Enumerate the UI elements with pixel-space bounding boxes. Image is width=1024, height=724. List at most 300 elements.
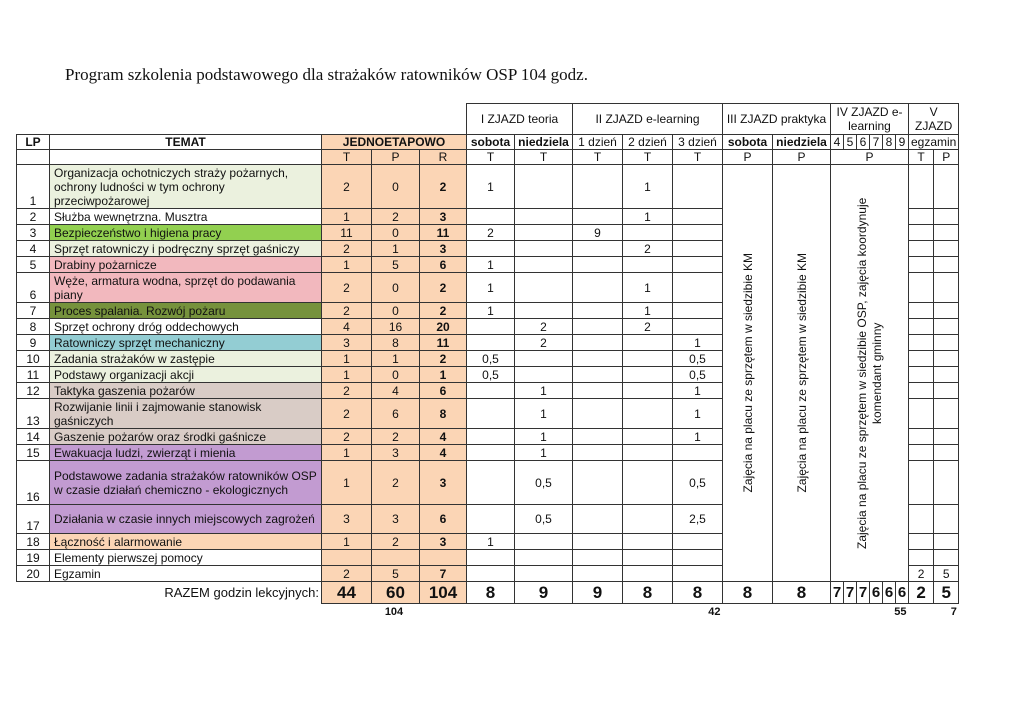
- row-zjazd2-dzien2: [623, 351, 673, 367]
- row-egzamin-t: [909, 550, 934, 566]
- row-p: 16: [372, 319, 420, 335]
- row-t: 3: [322, 335, 372, 351]
- row-r: 2: [420, 165, 467, 209]
- row-p: 1: [372, 241, 420, 257]
- lp-header: LP: [17, 135, 50, 150]
- row-zjazd2-dzien2: [623, 257, 673, 273]
- row-zjazd1-niedziela: [515, 225, 573, 241]
- row-zjazd2-dzien3: 0,5: [673, 351, 723, 367]
- z4-type: P: [831, 150, 909, 165]
- row-zjazd2-dzien1: [573, 335, 623, 351]
- row-zjazd1-niedziela: [515, 257, 573, 273]
- row-zjazd2-dzien3: 0,5: [673, 367, 723, 383]
- row-egzamin-t: [909, 429, 934, 445]
- row-zjazd1-sobota: 1: [467, 165, 515, 209]
- row-egzamin-p: [934, 550, 959, 566]
- row-t: 2: [322, 303, 372, 319]
- row-lp: 13: [17, 399, 50, 429]
- row-topic: Działania w czasie innych miejscowych zagrożeń: [50, 505, 322, 534]
- totals-label: RAZEM godzin lekcyjnych:: [164, 585, 319, 601]
- row-zjazd1-sobota: 2: [467, 225, 515, 241]
- total-egz_t: 2: [909, 582, 934, 604]
- row-r: 11: [420, 335, 467, 351]
- row-zjazd1-sobota: [467, 209, 515, 225]
- row-zjazd2-dzien3: [673, 257, 723, 273]
- row-p: 6: [372, 399, 420, 429]
- row-r: 2: [420, 273, 467, 303]
- zjazd3-sobota-text: Zajęcia na placu ze sprzętem w siedzibie KM: [740, 253, 755, 493]
- zjazd3-niedziela-text: Zajęcia na placu ze sprzętem w siedzibie KM: [794, 253, 809, 493]
- row-p: [372, 550, 420, 566]
- row-lp: 19: [17, 550, 50, 566]
- row-zjazd2-dzien1: [573, 505, 623, 534]
- row-t: 11: [322, 225, 372, 241]
- row-t: 2: [322, 566, 372, 582]
- row-egzamin-t: [909, 335, 934, 351]
- row-topic: Egzamin: [50, 566, 322, 582]
- row-zjazd2-dzien3: [673, 566, 723, 582]
- z4-d9-header: 9: [896, 135, 909, 150]
- row-t: 2: [322, 429, 372, 445]
- row-zjazd2-dzien1: [573, 209, 623, 225]
- row-egzamin-p: [934, 534, 959, 550]
- row-egzamin-t: 2: [909, 566, 934, 582]
- row-zjazd2-dzien1: [573, 241, 623, 257]
- row-egzamin-p: 5: [934, 566, 959, 582]
- row-zjazd2-dzien3: [673, 225, 723, 241]
- row-egzamin-t: [909, 445, 934, 461]
- row-egzamin-p: [934, 165, 959, 209]
- row-zjazd1-niedziela: 2: [515, 319, 573, 335]
- row-zjazd1-sobota: 1: [467, 257, 515, 273]
- row-zjazd2-dzien3: [673, 273, 723, 303]
- row-r: 3: [420, 461, 467, 505]
- row-egzamin-t: [909, 534, 934, 550]
- zjazd-4-header: IV ZJAZD e-learning: [831, 104, 909, 135]
- zjazd3-sobota-note: [723, 165, 773, 582]
- row-egzamin-p: [934, 209, 959, 225]
- z4-d7-header: 7: [870, 135, 883, 150]
- zjazd4-text: Zajęcia na placu ze sprzętem w siedzibie OSP, zajęcia koordynuje komendant gminny: [854, 197, 884, 549]
- row-zjazd2-dzien1: [573, 534, 623, 550]
- row-t: 3: [322, 505, 372, 534]
- row-p: 4: [372, 383, 420, 399]
- row-lp: 7: [17, 303, 50, 319]
- schedule-table: [16, 103, 959, 620]
- row-zjazd2-dzien2: [623, 367, 673, 383]
- row-zjazd2-dzien1: [573, 461, 623, 505]
- row-topic: Rozwijanie linii i zajmowanie stanowisk gaśniczych: [50, 399, 322, 429]
- row-t: 2: [322, 383, 372, 399]
- row-lp: 1: [17, 165, 50, 209]
- table-row: [17, 165, 959, 209]
- totals-row: [17, 582, 959, 604]
- z3s-type: P: [723, 150, 773, 165]
- row-zjazd1-niedziela: 2: [515, 335, 573, 351]
- row-zjazd1-sobota: 1: [467, 303, 515, 319]
- row-zjazd2-dzien3: [673, 534, 723, 550]
- row-p: 2: [372, 534, 420, 550]
- row-egzamin-p: [934, 273, 959, 303]
- row-zjazd2-dzien2: 1: [623, 209, 673, 225]
- row-zjazd2-dzien2: [623, 335, 673, 351]
- z2-dzien3-header: 3 dzień: [673, 135, 723, 150]
- row-zjazd2-dzien3: [673, 209, 723, 225]
- row-p: 0: [372, 225, 420, 241]
- row-topic: Podstawy organizacji akcji: [50, 367, 322, 383]
- row-zjazd1-sobota: [467, 550, 515, 566]
- z4-d8-header: 8: [883, 135, 896, 150]
- row-egzamin-p: [934, 303, 959, 319]
- row-lp: 6: [17, 273, 50, 303]
- row-zjazd1-sobota: [467, 335, 515, 351]
- z2-dzien2-header: 2 dzień: [623, 135, 673, 150]
- z4-d4-header: 4: [831, 135, 844, 150]
- row-zjazd1-niedziela: 1: [515, 429, 573, 445]
- row-zjazd1-sobota: 1: [467, 273, 515, 303]
- row-zjazd2-dzien2: [623, 445, 673, 461]
- row-zjazd2-dzien1: [573, 399, 623, 429]
- row-lp: 17: [17, 505, 50, 534]
- row-r: 6: [420, 383, 467, 399]
- row-zjazd1-sobota: [467, 445, 515, 461]
- row-r: 3: [420, 209, 467, 225]
- egz-p-type: P: [934, 150, 959, 165]
- row-zjazd2-dzien2: [623, 383, 673, 399]
- row-p: 0: [372, 303, 420, 319]
- row-zjazd1-sobota: [467, 241, 515, 257]
- sums-row: [17, 604, 959, 620]
- row-p: 5: [372, 257, 420, 273]
- row-zjazd1-sobota: 0,5: [467, 351, 515, 367]
- row-zjazd1-niedziela: [515, 550, 573, 566]
- row-zjazd1-niedziela: [515, 241, 573, 257]
- row-t: [322, 550, 372, 566]
- row-zjazd1-niedziela: 1: [515, 445, 573, 461]
- row-zjazd1-niedziela: 0,5: [515, 461, 573, 505]
- row-zjazd2-dzien2: [623, 566, 673, 582]
- row-egzamin-t: [909, 165, 934, 209]
- row-p: 2: [372, 429, 420, 445]
- row-zjazd1-niedziela: 0,5: [515, 505, 573, 534]
- row-t: 2: [322, 273, 372, 303]
- row-zjazd1-niedziela: [515, 209, 573, 225]
- row-zjazd2-dzien1: [573, 566, 623, 582]
- row-egzamin-t: [909, 367, 934, 383]
- row-topic: Proces spalania. Rozwój pożaru: [50, 303, 322, 319]
- row-t: 2: [322, 165, 372, 209]
- row-r: 2: [420, 303, 467, 319]
- row-t: 1: [322, 461, 372, 505]
- row-egzamin-p: [934, 461, 959, 505]
- row-t: 4: [322, 319, 372, 335]
- row-lp: 12: [17, 383, 50, 399]
- row-p: 2: [372, 461, 420, 505]
- sum-spacer: [17, 604, 322, 620]
- row-lp: 9: [17, 335, 50, 351]
- row-lp: 11: [17, 367, 50, 383]
- row-zjazd1-sobota: [467, 429, 515, 445]
- row-lp: 3: [17, 225, 50, 241]
- row-r: 7: [420, 566, 467, 582]
- row-zjazd2-dzien1: [573, 257, 623, 273]
- row-zjazd1-sobota: [467, 505, 515, 534]
- zjazd-2-header: II ZJAZD e-learning: [573, 104, 723, 135]
- row-zjazd2-dzien3: [673, 319, 723, 335]
- row-zjazd2-dzien3: [673, 241, 723, 257]
- row-zjazd2-dzien2: [623, 505, 673, 534]
- row-lp: 2: [17, 209, 50, 225]
- row-zjazd1-niedziela: [515, 534, 573, 550]
- row-r: 3: [420, 241, 467, 257]
- row-topic: Podstawowe zadania strażaków ratowników OSP w czasie działań chemiczno - ekologicznych: [50, 461, 322, 505]
- row-zjazd1-sobota: 0,5: [467, 367, 515, 383]
- row-zjazd1-niedziela: [515, 165, 573, 209]
- row-zjazd2-dzien2: 2: [623, 241, 673, 257]
- row-lp: 5: [17, 257, 50, 273]
- row-zjazd1-sobota: [467, 383, 515, 399]
- row-zjazd2-dzien1: [573, 319, 623, 335]
- total-z3n: 8: [773, 582, 831, 604]
- page-title: Program szkolenia podstawowego dla strażaków ratowników OSP 104 godz.: [65, 65, 588, 84]
- row-topic: Ratowniczy sprzęt mechaniczny: [50, 335, 322, 351]
- sum-jednoetapowo: 104: [384, 605, 404, 618]
- z1n-type: T: [515, 150, 573, 165]
- z2c-type: T: [673, 150, 723, 165]
- row-t: 2: [322, 399, 372, 429]
- total-z2a: 9: [573, 582, 623, 604]
- row-topic: Służba wewnętrzna. Musztra: [50, 209, 322, 225]
- row-egzamin-p: [934, 351, 959, 367]
- row-zjazd1-niedziela: 1: [515, 399, 573, 429]
- row-egzamin-t: [909, 273, 934, 303]
- row-r: 4: [420, 445, 467, 461]
- total-d5: 7: [844, 582, 857, 604]
- row-lp: 8: [17, 319, 50, 335]
- row-zjazd2-dzien1: [573, 429, 623, 445]
- row-lp: 10: [17, 351, 50, 367]
- row-topic: Ewakuacja ludzi, zwierząt i mienia: [50, 445, 322, 461]
- row-zjazd2-dzien3: 1: [673, 429, 723, 445]
- row-zjazd2-dzien1: [573, 445, 623, 461]
- zjazd-3-header: III ZJAZD praktyka: [723, 104, 831, 135]
- total-z1s: 8: [467, 582, 515, 604]
- total-egz_p: 5: [934, 582, 959, 604]
- row-zjazd1-niedziela: [515, 273, 573, 303]
- total-r: 104: [420, 582, 467, 604]
- zjazd3-niedziela-note: [773, 165, 831, 582]
- row-zjazd2-dzien1: [573, 550, 623, 566]
- row-lp: 16: [17, 461, 50, 505]
- egzamin-header: egzamin: [909, 135, 959, 150]
- row-zjazd1-sobota: [467, 399, 515, 429]
- row-zjazd2-dzien3: [673, 303, 723, 319]
- row-topic: Sprzęt ochrony dróg oddechowych: [50, 319, 322, 335]
- row-zjazd2-dzien2: [623, 429, 673, 445]
- total-d7: 6: [870, 582, 883, 604]
- row-r: 6: [420, 257, 467, 273]
- row-topic: Zadania strażaków w zastępie: [50, 351, 322, 367]
- row-lp: 15: [17, 445, 50, 461]
- total-d4: 7: [831, 582, 844, 604]
- row-zjazd2-dzien2: [623, 225, 673, 241]
- row-egzamin-t: [909, 225, 934, 241]
- jednoetapowo-header: JEDNOETAPOWO: [322, 135, 467, 150]
- row-egzamin-t: [909, 351, 934, 367]
- row-zjazd2-dzien2: 1: [623, 273, 673, 303]
- z2b-type: T: [623, 150, 673, 165]
- row-t: 1: [322, 257, 372, 273]
- row-zjazd2-dzien1: [573, 351, 623, 367]
- row-egzamin-p: [934, 399, 959, 429]
- row-r: 20: [420, 319, 467, 335]
- row-zjazd1-niedziela: [515, 303, 573, 319]
- total-d8: 6: [883, 582, 896, 604]
- row-t: 1: [322, 445, 372, 461]
- z2-dzien1-header: 1 dzień: [573, 135, 623, 150]
- zjazd4-note: [831, 165, 909, 582]
- total-z2c: 8: [673, 582, 723, 604]
- row-zjazd1-sobota: 1: [467, 534, 515, 550]
- total-p: 60: [372, 582, 420, 604]
- row-zjazd2-dzien3: [673, 445, 723, 461]
- row-zjazd2-dzien2: [623, 550, 673, 566]
- row-zjazd2-dzien3: [673, 550, 723, 566]
- row-zjazd1-sobota: [467, 461, 515, 505]
- row-topic: Taktyka gaszenia pożarów: [50, 383, 322, 399]
- z1-sobota-header: sobota: [467, 135, 515, 150]
- row-topic: Sprzęt ratowniczy i podręczny sprzęt gaśniczy: [50, 241, 322, 257]
- row-topic: Węże, armatura wodna, sprzęt do podawania piany: [50, 273, 322, 303]
- row-zjazd2-dzien2: 1: [623, 165, 673, 209]
- total-d9: 6: [896, 582, 909, 604]
- row-egzamin-p: [934, 319, 959, 335]
- row-lp: 14: [17, 429, 50, 445]
- row-r: 4: [420, 429, 467, 445]
- egz-t-type: T: [909, 150, 934, 165]
- total-d6: 7: [857, 582, 870, 604]
- row-zjazd2-dzien1: [573, 273, 623, 303]
- row-zjazd2-dzien2: [623, 534, 673, 550]
- row-r: 8: [420, 399, 467, 429]
- row-zjazd1-sobota: [467, 319, 515, 335]
- row-zjazd2-dzien2: [623, 461, 673, 505]
- row-zjazd2-dzien1: [573, 303, 623, 319]
- total-z2b: 8: [623, 582, 673, 604]
- row-r: 1: [420, 367, 467, 383]
- zjazd-5-header: V ZJAZD: [909, 104, 959, 135]
- row-egzamin-t: [909, 257, 934, 273]
- row-zjazd2-dzien1: [573, 165, 623, 209]
- row-r: 6: [420, 505, 467, 534]
- z4-d6-header: 6: [857, 135, 870, 150]
- row-p: 0: [372, 367, 420, 383]
- row-egzamin-p: [934, 445, 959, 461]
- row-zjazd1-niedziela: [515, 351, 573, 367]
- row-egzamin-t: [909, 209, 934, 225]
- row-egzamin-t: [909, 319, 934, 335]
- row-egzamin-p: [934, 383, 959, 399]
- zjazd-1-header: I ZJAZD teoria: [467, 104, 573, 135]
- row-egzamin-p: [934, 225, 959, 241]
- row-p: 5: [372, 566, 420, 582]
- sum-zjazd-5: 7: [950, 605, 957, 618]
- row-zjazd1-niedziela: 1: [515, 383, 573, 399]
- row-lp: 4: [17, 241, 50, 257]
- sum-zjazd-1-2: 42: [708, 605, 721, 618]
- z2a-type: T: [573, 150, 623, 165]
- row-t: 1: [322, 351, 372, 367]
- row-p: 3: [372, 445, 420, 461]
- row-topic: Gaszenie pożarów oraz środki gaśnicze: [50, 429, 322, 445]
- row-r: 2: [420, 351, 467, 367]
- row-egzamin-t: [909, 383, 934, 399]
- row-p: 2: [372, 209, 420, 225]
- t-header: T: [322, 150, 372, 165]
- row-lp: 20: [17, 566, 50, 582]
- row-egzamin-p: [934, 429, 959, 445]
- row-zjazd2-dzien1: [573, 367, 623, 383]
- row-topic: Organizacja ochotniczych straży pożarnych, ochrony ludności w tym ochrony przeciwpożarowej: [50, 165, 322, 209]
- row-egzamin-t: [909, 399, 934, 429]
- row-t: 1: [322, 367, 372, 383]
- row-egzamin-p: [934, 367, 959, 383]
- row-r: 11: [420, 225, 467, 241]
- row-t: 1: [322, 534, 372, 550]
- z3n-type: P: [773, 150, 831, 165]
- row-zjazd2-dzien3: 1: [673, 399, 723, 429]
- row-topic: Bezpieczeństwo i higiena pracy: [50, 225, 322, 241]
- p-header: P: [372, 150, 420, 165]
- row-egzamin-p: [934, 335, 959, 351]
- z1s-type: T: [467, 150, 515, 165]
- row-topic: Drabiny pożarnicze: [50, 257, 322, 273]
- z1-niedziela-header: niedziela: [515, 135, 573, 150]
- row-zjazd2-dzien1: [573, 383, 623, 399]
- row-egzamin-t: [909, 461, 934, 505]
- row-zjazd1-niedziela: [515, 566, 573, 582]
- total-z3s: 8: [723, 582, 773, 604]
- row-t: 2: [322, 241, 372, 257]
- row-zjazd2-dzien2: [623, 399, 673, 429]
- z3-niedziela-header: niedziela: [773, 135, 831, 150]
- row-egzamin-p: [934, 505, 959, 534]
- row-zjazd2-dzien3: 1: [673, 335, 723, 351]
- row-zjazd1-niedziela: [515, 367, 573, 383]
- z3-sobota-header: sobota: [723, 135, 773, 150]
- row-zjazd2-dzien3: [673, 165, 723, 209]
- temat-header: TEMAT: [50, 135, 322, 150]
- total-t: 44: [322, 582, 372, 604]
- r-header: R: [420, 150, 467, 165]
- row-r: 3: [420, 534, 467, 550]
- row-zjazd1-sobota: [467, 566, 515, 582]
- row-egzamin-p: [934, 257, 959, 273]
- row-p: 3: [372, 505, 420, 534]
- row-zjazd2-dzien2: 2: [623, 319, 673, 335]
- row-egzamin-t: [909, 241, 934, 257]
- row-egzamin-p: [934, 241, 959, 257]
- row-zjazd2-dzien1: 9: [573, 225, 623, 241]
- row-p: 8: [372, 335, 420, 351]
- sum-zjazd-3-4: 55: [894, 605, 907, 618]
- total-z1n: 9: [515, 582, 573, 604]
- row-egzamin-t: [909, 303, 934, 319]
- row-zjazd2-dzien3: 2,5: [673, 505, 723, 534]
- row-zjazd2-dzien2: 1: [623, 303, 673, 319]
- row-zjazd2-dzien3: 1: [673, 383, 723, 399]
- z4-d5-header: 5: [844, 135, 857, 150]
